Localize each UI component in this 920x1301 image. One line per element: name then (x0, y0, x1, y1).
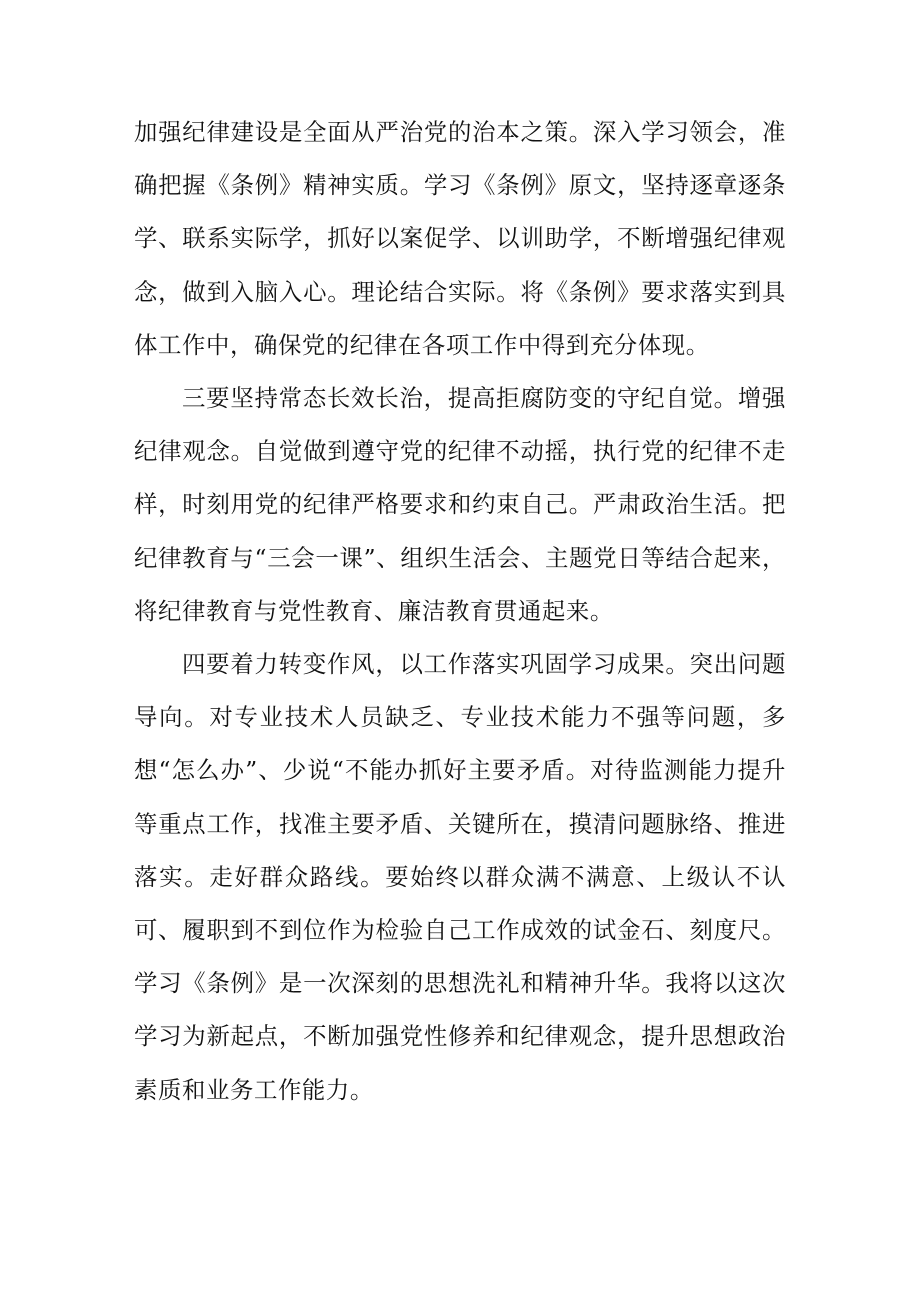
paragraph-3: 四要着力转变作风，以工作落实巩固学习成果。突出问题导向。对专业技术人员缺乏、专业技术能力不强等问题，多想“怎么办”、少说“不能办抓好主要矛盾。对待监测能力提升等重点工作，找准主要矛盾、关键所在，摸清问题脉络、推进落实。走好群众路线。要始终以群众满不满意、上级认不认可、履职到不到位作为检验自己工作成效的试金石、刻度尺。学习《条例》是一次深刻的思想洗礼和精神升华。我将以这次学习为新起点，不断加强党性修养和纪律观念，提升思想政治素质和业务工作能力。 (134, 650, 786, 1104)
paragraph-1: 加强纪律建设是全面从严治党的治本之策。深入学习领会，准确把握《条例》精神实质。学习《条例》原文，坚持逐章逐条学、联系实际学，抓好以案促学、以训助学，不断增强纪律观念，做到入脑入心。理论结合实际。将《条例》要求落实到具体工作中，确保党的纪律在各项工作中得到充分体现。 (134, 118, 786, 359)
paragraph-2: 三要坚持常态长效长治，提高拒腐防变的守纪自觉。增强纪律观念。自觉做到遵守党的纪律不动摇，执行党的纪律不走样，时刻用党的纪律严格要求和约束自己。严肃政治生活。把纪律教育与“三会一课”、组织生活会、主题党日等结合起来，将纪律教育与党性教育、廉洁教育贯通起来。 (134, 384, 786, 625)
document-body (134, 106, 786, 1117)
